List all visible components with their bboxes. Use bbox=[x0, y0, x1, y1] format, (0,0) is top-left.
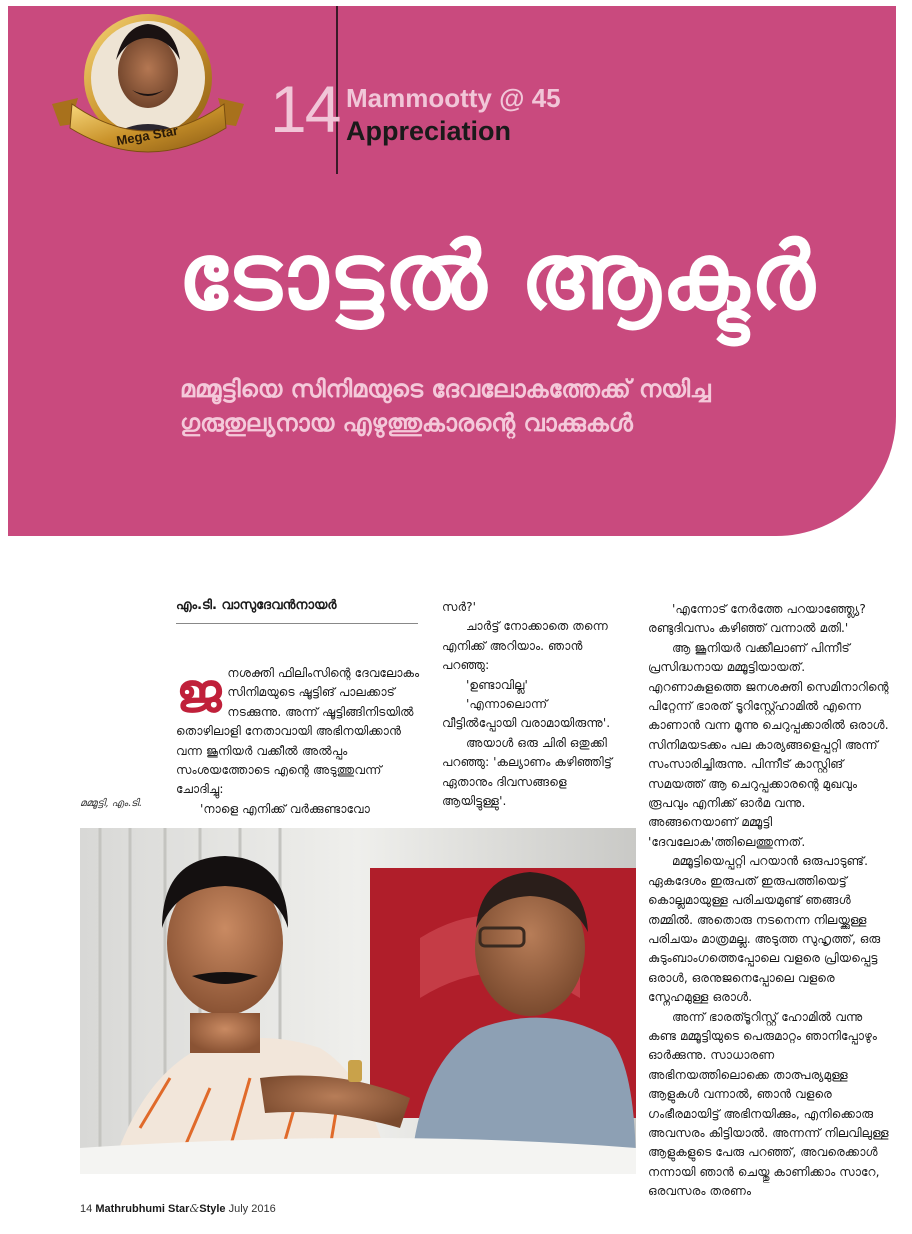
article-column-1 bbox=[176, 660, 420, 819]
byline-rule bbox=[176, 623, 418, 624]
footer-issue: July 2016 bbox=[228, 1203, 276, 1215]
paragraph: സർ?' bbox=[442, 600, 476, 614]
paragraph: 'എന്നോട് നേർത്തേ പറയാഞ്ഞ്ല്യേ? രണ്ടുദിവസം കഴിഞ്ഞ് വന്നാൽ മതി.' bbox=[648, 602, 866, 636]
footer-magazine-star: Star bbox=[168, 1203, 190, 1215]
deck: മമ്മൂട്ടിയെ സിനിമയുടെ ദേവലോകത്തേക്ക് നയിച്ച ഗുരുതുല്യനായ എഴുത്തുകാരന്റെ വാക്കുകൾ bbox=[180, 375, 711, 437]
paragraph: 'എന്നാലൊന്ന് വീട്ടിൽപ്പോയി വരാമായിരുന്നു'. bbox=[442, 697, 611, 731]
kicker: Mammootty @ 45 bbox=[346, 83, 561, 113]
section-label: Appreciation bbox=[346, 116, 512, 146]
paragraph: 'ഉണ്ടാവില്ല' bbox=[466, 677, 528, 692]
paragraph: മമ്മൂട്ടിയെപ്പറ്റി പറയാൻ ഒരുപാടുണ്ട്. ഏകദേശം ഇരുപത് ഇരുപത്തിയെട്ട് കൊല്ലമായുള്ള പരിചയമുണ്ട് ഞങ്ങൾ തമ്മിൽ. അതൊരു നടനെന്ന നിലയ്ക്കുള്ള പരിചയം മാത്രമല്ല. അടുത്ത സുഹൃത്ത്, ഒരു കുടുംബാംഗത്തെപ്പോലെ വളരെ പ്രിയപ്പെട്ട ഒരാൾ, ഒരനുജനെപ്പോലെ വളരെ സ്നേഹമുള്ള ഒരാൾ. bbox=[648, 854, 881, 1005]
badge-label: Mega Star bbox=[115, 122, 180, 149]
article-column-3 bbox=[648, 600, 894, 1202]
footer-page-number: 14 bbox=[80, 1203, 93, 1215]
paragraph bbox=[176, 660, 420, 800]
footer-magazine-name: Mathrubhumi bbox=[95, 1203, 165, 1215]
paragraph: 'നാളെ എനിക്ക് വർക്കുണ്ടാവോ bbox=[200, 801, 370, 816]
mega-star-badge bbox=[48, 8, 248, 168]
photo-caption: മമ്മൂട്ടി, എം.ടി. bbox=[80, 798, 142, 809]
paragraph-text: നശക്തി ഫിലിംസിന്റെ ദേവലോകം സിനിമയുടെ ഷൂട്ടിങ് പാലക്കാട് നടക്കുന്നു. അന്ന് ഷൂട്ടിങ്ങിനിടയിൽ തൊഴിലാളി നേതാവായി അഭിനയിക്കാൻ വന്ന ജൂനിയർ വക്കീൽ അൽപ്പം സംശയത്തോടെ എന്റെ അടുത്തുവന്ന് ചോദിച്ചു: bbox=[176, 666, 420, 797]
page-number-large: 14 bbox=[270, 72, 340, 146]
paragraph: ആ ജൂനിയർ വക്കീലാണ് പിന്നീട് പ്രസിദ്ധനായ മമ്മൂട്ടിയായത്. എറണാകുളത്തെ ജനശക്തി സെമിനാറിന്റെ പിറ്റേന്ന് ഭാരത് ടൂറിസ്റ്റ്ഹോമിൽ എന്നെ കാണാൻ വന്ന മൂന്നു ചെറുപ്പക്കാരിൽ ഒരാൾ. സിനിമയടക്കം പല കാര്യങ്ങളെപ്പറ്റി അന്ന് സംസാരിച്ചിരുന്നു. പിന്നീട് കാസ്റ്റിങ് സമയത്ത് ആ ചെറുപ്പക്കാരന്റെ മുഖവും രൂപവും എനിക്ക് ഓർമ വന്നു. അങ്ങനെയാണ് മമ്മൂട്ടി 'ദേവലോക'ത്തിലെത്തുന്നത്. bbox=[648, 640, 889, 849]
headline: ടോട്ടൽ ആക്ടർ bbox=[178, 223, 816, 330]
article-photo bbox=[80, 828, 636, 1174]
footer-ampersand: & bbox=[189, 1202, 200, 1215]
article-column-2 bbox=[442, 598, 624, 811]
byline: എം.ടി. വാസുദേവൻനായർ bbox=[176, 598, 337, 613]
paragraph: അയാൾ ഒരു ചിരി ഒതുക്കി പറഞ്ഞു: 'കല്യാണം കഴിഞ്ഞിട്ട് ഏതാനും ദിവസങ്ങളെ ആയിട്ടുള്ളു'. bbox=[442, 735, 612, 809]
footer-magazine-style: Style bbox=[199, 1203, 226, 1215]
paragraph: അന്ന് ഭാരത്ടൂറിസ്റ്റ് ഹോമിൽ വന്നു കണ്ട മമ്മൂട്ടിയുടെ പെരുമാറ്റം ഞാനിപ്പോഴും ഓർക്കുന്നു. സാധാരണ അഭിനയത്തിലൊക്കെ താത്പര്യമുള്ള ആളുകൾ വന്നാൽ, ഞാൻ വളരെ ഗംഭീരമായിട്ട് അഭിനയിക്കും, എനിക്കൊരു അവസരം കിട്ടിയാൽ. അന്നന്ന് നിലവിലുള്ള ആളുകളുടെ പേരു പറഞ്ഞ്, അവരെക്കാൾ നന്നായി ഞാൻ ചെയ്തു കാണിക്കാം സാറേ, ഒരവസരം തരണം bbox=[648, 1009, 889, 1199]
footer bbox=[80, 1202, 276, 1215]
paragraph: ചാർട്ട് നോക്കാതെ തന്നെ എനിക്ക് അറിയാം. ഞാൻ പറഞ്ഞു: bbox=[442, 619, 608, 673]
drop-cap: ജ bbox=[176, 660, 222, 724]
